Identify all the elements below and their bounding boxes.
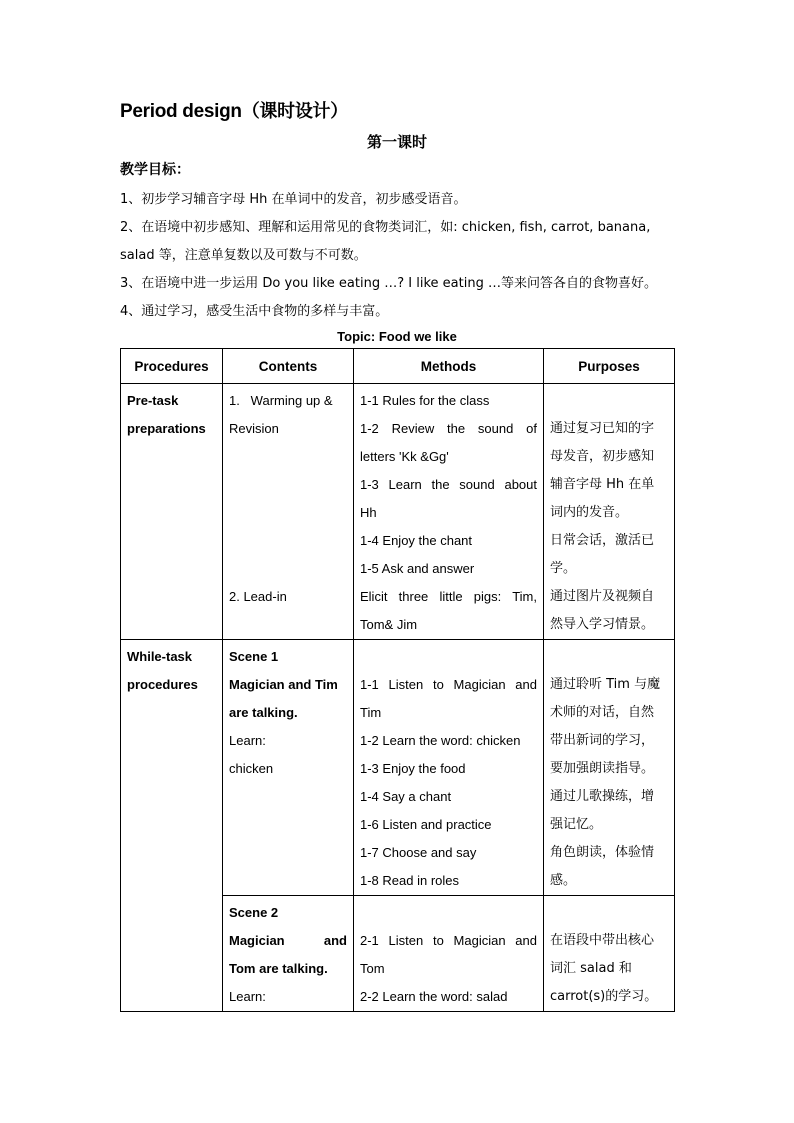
methods-line: 1-4 Enjoy the chant <box>360 533 473 548</box>
contents-line <box>229 555 347 583</box>
scene1-contents <box>223 640 354 896</box>
contents-line: Learn: <box>229 733 266 748</box>
contents-line <box>229 443 347 471</box>
contents-line: Revision <box>229 421 279 436</box>
purposes-line: 带出新词的学习， <box>550 733 655 748</box>
header-methods: Methods <box>354 349 544 384</box>
while-task-row-scene1 <box>121 640 675 896</box>
purposes-line: 辅音字母 Hh 在单 <box>550 477 655 492</box>
goal-line-1: 1、初步学习辅音字母 Hh 在单词中的发音，初步感受语音。 <box>120 192 467 207</box>
scene2-purposes <box>544 896 675 1012</box>
goal-line-4: 3、在语境中进一步运用 Do you like eating …? I like eating …等来问答各自的食物喜好。 <box>120 276 657 291</box>
purposes-line: 通过图片及视频自 <box>550 589 655 604</box>
title-english: Period design <box>120 101 242 122</box>
pre-task-contents <box>223 384 354 640</box>
purposes-line: 日常会话，激活已 <box>550 533 655 548</box>
goal-line-3: salad 等，注意单复数以及可数与不可数。 <box>120 248 367 263</box>
contents-line: are talking. <box>229 705 298 720</box>
methods-line: Hh <box>360 505 377 520</box>
methods-line: Tim <box>360 705 382 720</box>
methods-line: 1-2 Review the sound of <box>360 421 537 436</box>
purposes-line: 通过复习已知的字 <box>550 421 655 436</box>
table-header-row <box>121 349 675 384</box>
methods-line: Elicit three little pigs: Tim, <box>360 589 537 604</box>
purposes-line <box>550 387 668 415</box>
contents-line: 1. Warming up & <box>229 393 333 408</box>
methods-line: 2-1 Listen to Magician and <box>360 933 537 948</box>
procedure-line: preparations <box>127 421 206 436</box>
contents-line <box>229 811 347 839</box>
contents-line <box>229 867 347 895</box>
methods-line: 1-1 Rules for the class <box>360 393 490 408</box>
scene2-contents <box>223 896 354 1012</box>
while-task-procedure <box>121 640 223 1012</box>
header-purposes: Purposes <box>544 349 675 384</box>
methods-line: 1-1 Listen to Magician and <box>360 677 537 692</box>
purposes-line: 术师的对话，自然 <box>550 705 655 720</box>
lesson-heading: 第一课时 <box>366 133 427 151</box>
procedure-line: procedures <box>127 677 198 692</box>
goal-line-5: 4、通过学习，感受生活中食物的多样与丰富。 <box>120 304 389 319</box>
scene1-purposes <box>544 640 675 896</box>
topic-caption: Topic: Food we like <box>337 329 457 344</box>
procedure-line: While-task <box>127 649 193 664</box>
purposes-line <box>550 899 668 927</box>
procedure-line: Pre-task <box>127 393 179 408</box>
pre-task-methods <box>354 384 544 640</box>
lesson-plan-table <box>120 348 675 1012</box>
purposes-line: 词内的发音。 <box>550 505 629 520</box>
purposes-line <box>550 643 668 671</box>
methods-line: 1-4 Say a chant <box>360 789 452 804</box>
purposes-line: 在语段中带出核心 <box>550 933 655 948</box>
scene1-methods <box>354 640 544 896</box>
methods-line: 1-5 Ask and answer <box>360 561 475 576</box>
contents-line: Scene 2 <box>229 905 279 920</box>
purposes-line: 学。 <box>550 561 577 576</box>
methods-line: letters 'Kk &Gg' <box>360 449 449 464</box>
purposes-line: 母发音，初步感知 <box>550 449 655 464</box>
pre-task-purposes <box>544 384 675 640</box>
pre-task-row <box>121 384 675 640</box>
purposes-line: 角色朗读，体验情 <box>550 845 655 860</box>
methods-line <box>360 643 537 671</box>
purposes-line: 然导入学习情景。 <box>550 617 655 632</box>
contents-line <box>229 839 347 867</box>
methods-line <box>360 899 537 927</box>
methods-line: Tom& Jim <box>360 617 418 632</box>
contents-line <box>229 499 347 527</box>
purposes-line: 通过聆听 Tim 与魔 <box>550 677 661 692</box>
methods-line: 1-3 Enjoy the food <box>360 761 466 776</box>
methods-line: 2-2 Learn the word: salad <box>360 989 508 1004</box>
contents-line <box>229 611 347 639</box>
contents-line: chicken <box>229 761 274 776</box>
methods-line: 1-2 Learn the word: chicken <box>360 733 521 748</box>
methods-line: 1-3 Learn the sound about <box>360 477 537 492</box>
goal-line-2: 2、在语境中初步感知、理解和运用常见的食物类词汇，如: chicken, fish, carrot, banana, <box>120 220 651 235</box>
methods-line: 1-7 Choose and say <box>360 845 477 860</box>
purposes-line: carrot(s)的学习。 <box>550 989 658 1004</box>
title-chinese: （课时设计） <box>241 101 348 122</box>
scene2-methods <box>354 896 544 1012</box>
header-contents: Contents <box>223 349 354 384</box>
methods-line: 1-8 Read in roles <box>360 873 459 888</box>
header-procedures: Procedures <box>121 349 223 384</box>
contents-line: Scene 1 <box>229 649 279 664</box>
contents-line <box>229 527 347 555</box>
contents-line: Magician and Tim <box>229 677 338 692</box>
methods-line: 1-6 Listen and practice <box>360 817 492 832</box>
contents-line: Tom are talking. <box>229 961 328 976</box>
pre-task-procedure <box>121 384 223 640</box>
contents-line: 2. Lead-in <box>229 589 287 604</box>
contents-line <box>229 783 347 811</box>
purposes-line: 词汇 salad 和 <box>550 961 632 976</box>
contents-line <box>229 471 347 499</box>
methods-line: Tom <box>360 961 385 976</box>
purposes-line: 要加强朗读指导。 <box>550 761 655 776</box>
page-title <box>120 97 348 123</box>
goals-heading: 教学目标： <box>120 162 190 178</box>
purposes-line: 强记忆。 <box>550 817 603 832</box>
purposes-line: 通过儿歌操练，增 <box>550 789 655 804</box>
contents-line: Learn: <box>229 989 266 1004</box>
purposes-line: 感。 <box>550 873 577 888</box>
contents-line: Magician and <box>229 933 347 948</box>
